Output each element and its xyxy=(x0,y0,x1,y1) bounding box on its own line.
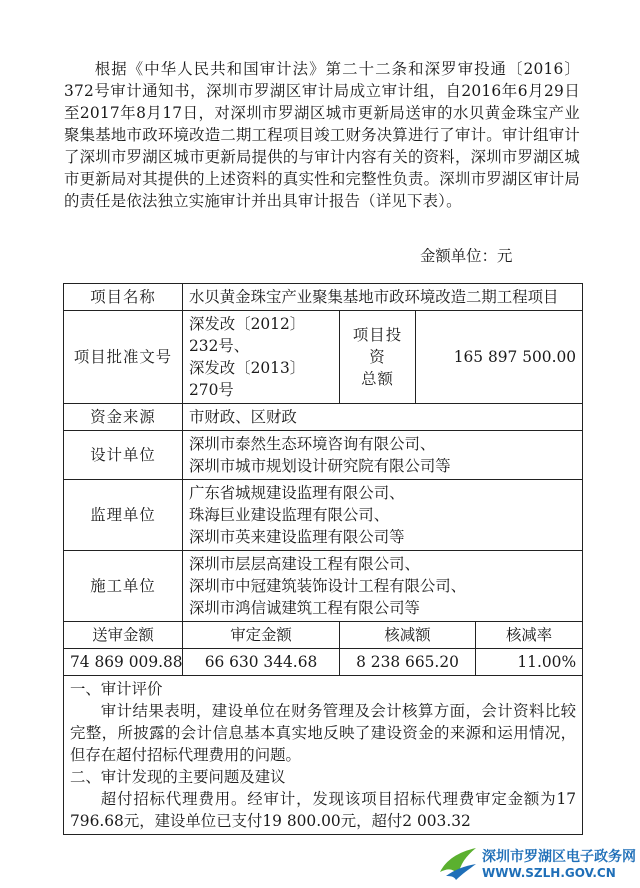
logo-url: WWW.SZLH.GOV.CN xyxy=(482,866,616,880)
project-name: 水贝黄金珠宝产业聚集基地市政环境改造二期工程项目 xyxy=(183,284,583,311)
design-unit: 深圳市泰然生态环境咨询有限公司、 xyxy=(189,435,436,453)
design-label: 设计单位 xyxy=(64,431,183,480)
supervision-unit: 深圳市英来建设监理有限公司等 xyxy=(189,528,405,546)
section-text: 审计结果表明，建设单位在财务管理及会计核算方面，会计资料比较完整，所披露的会计信息基本真实地反映了建设资金的来源和运用情况，但存在超付招标代理费用的问题。 xyxy=(70,702,577,764)
header-approved: 审定金额 xyxy=(183,622,340,649)
header-submitted: 送审金额 xyxy=(64,622,183,649)
investment-label xyxy=(340,311,416,404)
construction-unit: 深圳市中冠建筑装饰设计工程有限公司、 xyxy=(189,577,467,595)
construction-unit: 深圳市鸿信诚建筑工程有限公司等 xyxy=(189,599,420,617)
design-units xyxy=(183,431,583,480)
bird-logo-icon xyxy=(436,842,480,882)
amount-unit: 金额单位：元 xyxy=(420,247,513,265)
table-values-row xyxy=(64,649,583,676)
value-submitted: 74 869 009.88 xyxy=(64,649,183,676)
section-heading: 二、审计发现的主要问题及建议 xyxy=(70,768,286,786)
table-row xyxy=(64,311,583,404)
logo-name: 深圳市罗湖区电子政务网 xyxy=(482,849,636,865)
audit-table xyxy=(63,283,583,835)
audit-evaluation xyxy=(64,676,583,835)
value-reduction-rate: 11.00% xyxy=(476,649,583,676)
table-row xyxy=(64,431,583,480)
header-reduction-rate: 核减率 xyxy=(476,622,583,649)
funding-source: 市财政、区财政 xyxy=(183,404,583,431)
site-logo[interactable] xyxy=(432,838,640,888)
design-unit: 深圳市城市规划设计研究院有限公司等 xyxy=(189,457,451,475)
intro-text xyxy=(64,58,580,212)
value-reduction: 8 238 665.20 xyxy=(340,649,476,676)
section-heading: 一、审计评价 xyxy=(70,680,163,698)
supervision-label: 监理单位 xyxy=(64,480,183,551)
investment-label-line: 项目投资 xyxy=(352,326,403,366)
section-row xyxy=(64,676,583,835)
table-row xyxy=(64,404,583,431)
investment-label-line: 总额 xyxy=(361,370,394,388)
intro-paragraph: 根据《中华人民共和国审计法》第二十二条和深罗审投通〔2016〕372号审计通知书，深圳市罗湖区审计局成立审计组，自2016年6月29日至2017年8月17日，对深圳市罗湖区城市更新局送审的水贝黄金珠宝产业聚集基地市政环境改造二期工程项目竣工财务决算进行了审计。审计组审计了深圳市罗湖区城市更新局提供的与审计内容有关的资料，深圳市罗湖区城市更新局对其提供的上述资料的真实性和完整性负责。深圳市罗湖区审计局的责任是依法独立实施审计并出具审计报告（详见下表）。 xyxy=(64,60,580,210)
approval-line: 深发改〔2012〕232号、 xyxy=(189,315,306,355)
construction-units xyxy=(183,551,583,622)
investment-total: 165 897 500.00 xyxy=(416,311,583,404)
funding-label: 资金来源 xyxy=(64,404,183,431)
project-name-label: 项目名称 xyxy=(64,284,183,311)
header-reduction: 核减额 xyxy=(340,622,476,649)
supervision-units xyxy=(183,480,583,551)
construction-unit: 深圳市层层高建设工程有限公司、 xyxy=(189,555,420,573)
construction-label: 施工单位 xyxy=(64,551,183,622)
table-header-row xyxy=(64,622,583,649)
approval-numbers xyxy=(183,311,340,404)
supervision-unit: 广东省城规建设监理有限公司、 xyxy=(189,484,405,502)
supervision-unit: 珠海巨业建设监理有限公司、 xyxy=(189,506,390,524)
approval-line: 深发改〔2013〕270号 xyxy=(189,359,306,399)
section-text: 超付招标代理费用。经审计，发现该项目招标代理费审定金额为17 796.68元，建设单位已支付19 800.00元，超付2 003.32 xyxy=(70,790,577,830)
value-approved: 66 630 344.68 xyxy=(183,649,340,676)
table-row xyxy=(64,551,583,622)
table-row xyxy=(64,284,583,311)
table-row xyxy=(64,480,583,551)
approval-label: 项目批准文号 xyxy=(64,311,183,404)
